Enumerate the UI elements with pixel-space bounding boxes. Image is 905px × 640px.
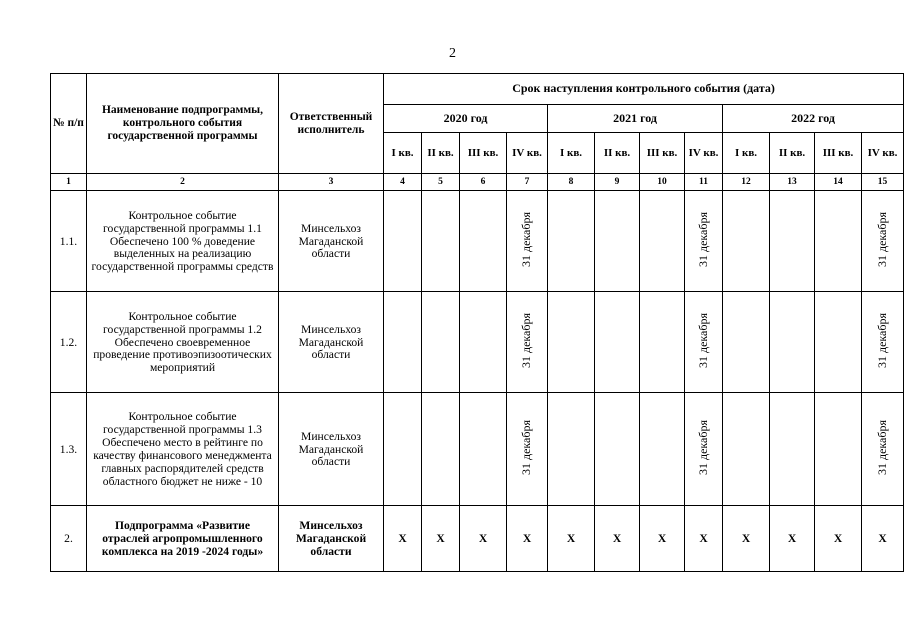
quarter-cell: [422, 191, 460, 292]
quarter-cell: [548, 191, 595, 292]
row-index: 1.3.: [51, 393, 87, 506]
row-index: 1.1.: [51, 191, 87, 292]
header-name: Наименование подпрограммы, контрольного события государственной программы: [87, 74, 279, 174]
header-quarter: III кв.: [815, 133, 862, 174]
event-name: Контрольное событие государственной программы 1.2 Обеспечено своевременное проведение противоэпизоотических мероприятий: [87, 292, 279, 393]
row-index: 2.: [51, 506, 87, 572]
quarter-cell: 31 декабря: [862, 191, 904, 292]
column-numbers-row: [51, 174, 904, 191]
subprogram-name: Подпрограмма «Развитие отраслей агропромышленного комплекса на 2019 -2024 годы»: [87, 506, 279, 572]
header-quarter: IV кв.: [862, 133, 904, 174]
quarter-cell: X: [422, 506, 460, 572]
quarter-cell: X: [507, 506, 548, 572]
quarter-cell: 31 декабря: [507, 393, 548, 506]
table-row: [51, 506, 904, 572]
control-events-table: [50, 73, 904, 572]
page-number: 2: [449, 46, 456, 61]
quarter-cell: X: [640, 506, 685, 572]
quarter-cell: [384, 393, 422, 506]
table-row: [51, 292, 904, 393]
quarter-cell: [640, 191, 685, 292]
column-number: 8: [548, 174, 595, 191]
quarter-cell: [723, 292, 770, 393]
quarter-cell: [770, 191, 815, 292]
header-quarter: IV кв.: [507, 133, 548, 174]
header-year-2022: 2022 год: [723, 105, 904, 133]
header-quarter: III кв.: [460, 133, 507, 174]
header-quarter: II кв.: [770, 133, 815, 174]
event-name: Контрольное событие государственной программы 1.3 Обеспечено место в рейтинге по качеству финансового менеджмента главных распорядителей средств областного бюджет не ниже - 10: [87, 393, 279, 506]
quarter-cell: [548, 393, 595, 506]
quarter-cell: X: [815, 506, 862, 572]
header-quarter: I кв.: [723, 133, 770, 174]
quarter-cell: [384, 191, 422, 292]
header-quarter: I кв.: [384, 133, 422, 174]
quarter-cell: 31 декабря: [507, 191, 548, 292]
executor: Минсельхоз Магаданской области: [279, 191, 384, 292]
column-number: 15: [862, 174, 904, 191]
quarter-cell: [815, 292, 862, 393]
column-number: 5: [422, 174, 460, 191]
quarter-cell: 31 декабря: [862, 393, 904, 506]
event-name: Контрольное событие государственной программы 1.1 Обеспечено 100 % доведение выделенных на реализацию государственной программы средств: [87, 191, 279, 292]
quarter-cell: 31 декабря: [685, 292, 723, 393]
header-quarter: IV кв.: [685, 133, 723, 174]
quarter-cell: X: [723, 506, 770, 572]
header-quarter: I кв.: [548, 133, 595, 174]
quarter-cell: X: [384, 506, 422, 572]
column-number: 12: [723, 174, 770, 191]
quarter-cell: [548, 292, 595, 393]
quarter-cell: [460, 292, 507, 393]
quarter-cell: X: [548, 506, 595, 572]
column-number: 9: [595, 174, 640, 191]
quarter-cell: [422, 393, 460, 506]
quarter-cell: [770, 393, 815, 506]
quarter-cell: 31 декабря: [685, 191, 723, 292]
column-number: 7: [507, 174, 548, 191]
column-number: 11: [685, 174, 723, 191]
quarter-cell: 31 декабря: [685, 393, 723, 506]
quarter-cell: X: [862, 506, 904, 572]
executor: Минсельхоз Магаданской области: [279, 506, 384, 572]
column-number: 13: [770, 174, 815, 191]
quarter-cell: 31 декабря: [862, 292, 904, 393]
quarter-cell: [770, 292, 815, 393]
column-number: 14: [815, 174, 862, 191]
header-year-2020: 2020 год: [384, 105, 548, 133]
quarter-cell: 31 декабря: [507, 292, 548, 393]
quarter-cell: [723, 191, 770, 292]
header-year-2021: 2021 год: [548, 105, 723, 133]
executor: Минсельхоз Магаданской области: [279, 292, 384, 393]
column-number: 6: [460, 174, 507, 191]
quarter-cell: [595, 393, 640, 506]
header-executor: Ответственный исполнитель: [279, 74, 384, 174]
header-num: № п/п: [51, 74, 87, 174]
quarter-cell: X: [595, 506, 640, 572]
quarter-cell: [815, 393, 862, 506]
header-quarter: II кв.: [595, 133, 640, 174]
column-number: 3: [279, 174, 384, 191]
header-deadline: Срок наступления контрольного события (дата): [384, 74, 904, 105]
quarter-cell: [422, 292, 460, 393]
header-quarter: III кв.: [640, 133, 685, 174]
quarter-cell: [384, 292, 422, 393]
header-quarter: II кв.: [422, 133, 460, 174]
column-number: 4: [384, 174, 422, 191]
quarter-cell: [595, 292, 640, 393]
column-number: 10: [640, 174, 685, 191]
quarter-cell: X: [460, 506, 507, 572]
quarter-cell: [595, 191, 640, 292]
column-number: 1: [51, 174, 87, 191]
table-row: [51, 393, 904, 506]
quarter-cell: X: [770, 506, 815, 572]
column-number: 2: [87, 174, 279, 191]
quarter-cell: X: [685, 506, 723, 572]
quarter-cell: [640, 393, 685, 506]
executor: Минсельхоз Магаданской области: [279, 393, 384, 506]
table-row: [51, 191, 904, 292]
row-index: 1.2.: [51, 292, 87, 393]
quarter-cell: [460, 191, 507, 292]
quarter-cell: [723, 393, 770, 506]
quarter-cell: [815, 191, 862, 292]
quarter-cell: [460, 393, 507, 506]
quarter-cell: [640, 292, 685, 393]
